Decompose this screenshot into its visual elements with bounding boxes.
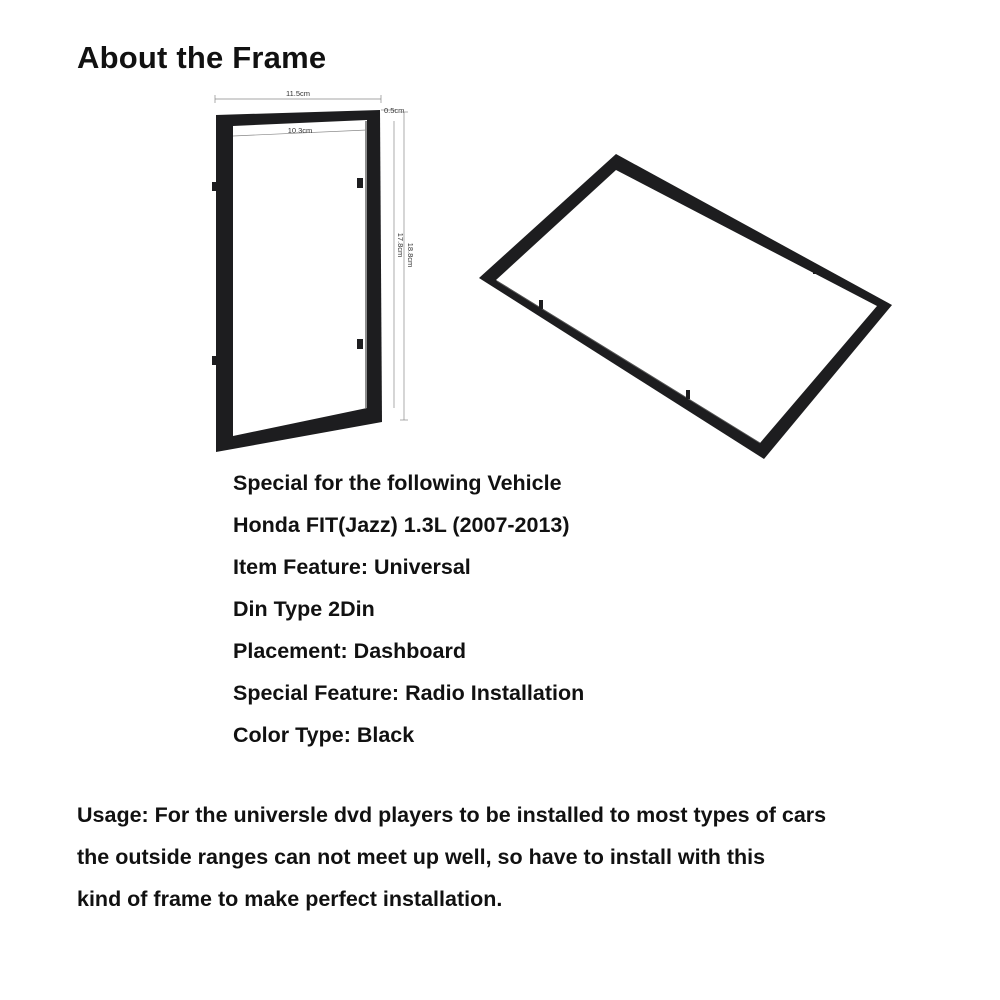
clip-bottom-right xyxy=(357,339,363,349)
frame-front-opening xyxy=(233,120,367,436)
dim-outer-width: 11.5cm xyxy=(285,89,311,98)
spec-list xyxy=(233,468,584,762)
frame-perspective-view xyxy=(479,154,892,459)
dim-inner-height: 17.8cm xyxy=(396,232,405,258)
dim-border: 0.5cm xyxy=(384,106,405,115)
page-title: About the Frame xyxy=(77,40,327,75)
usage-line: Usage: For the universle dvd players to be installed to most types of cars xyxy=(77,803,827,827)
spec-item: Honda FIT(Jazz) 1.3L (2007-2013) xyxy=(233,513,570,537)
spec-item: Color Type: Black xyxy=(233,723,415,747)
frame-front-view xyxy=(212,89,415,452)
spec-item: Special Feature: Radio Installation xyxy=(233,681,585,705)
clip-top-right xyxy=(357,178,363,188)
spec-item: Item Feature: Universal xyxy=(233,555,471,579)
spec-item: Din Type 2Din xyxy=(233,597,375,621)
spec-item: Special for the following Vehicle xyxy=(233,471,562,495)
dim-inner-width: 10.3cm xyxy=(287,126,313,135)
usage-line: the outside ranges can not meet up well, so have to install with this xyxy=(77,845,766,869)
spec-item: Placement: Dashboard xyxy=(233,639,466,663)
usage-paragraph xyxy=(77,800,826,926)
frame-illustrations xyxy=(0,0,1000,470)
dim-outer-height: 18.8cm xyxy=(406,242,415,268)
usage-line: kind of frame to make perfect installation. xyxy=(77,887,503,911)
